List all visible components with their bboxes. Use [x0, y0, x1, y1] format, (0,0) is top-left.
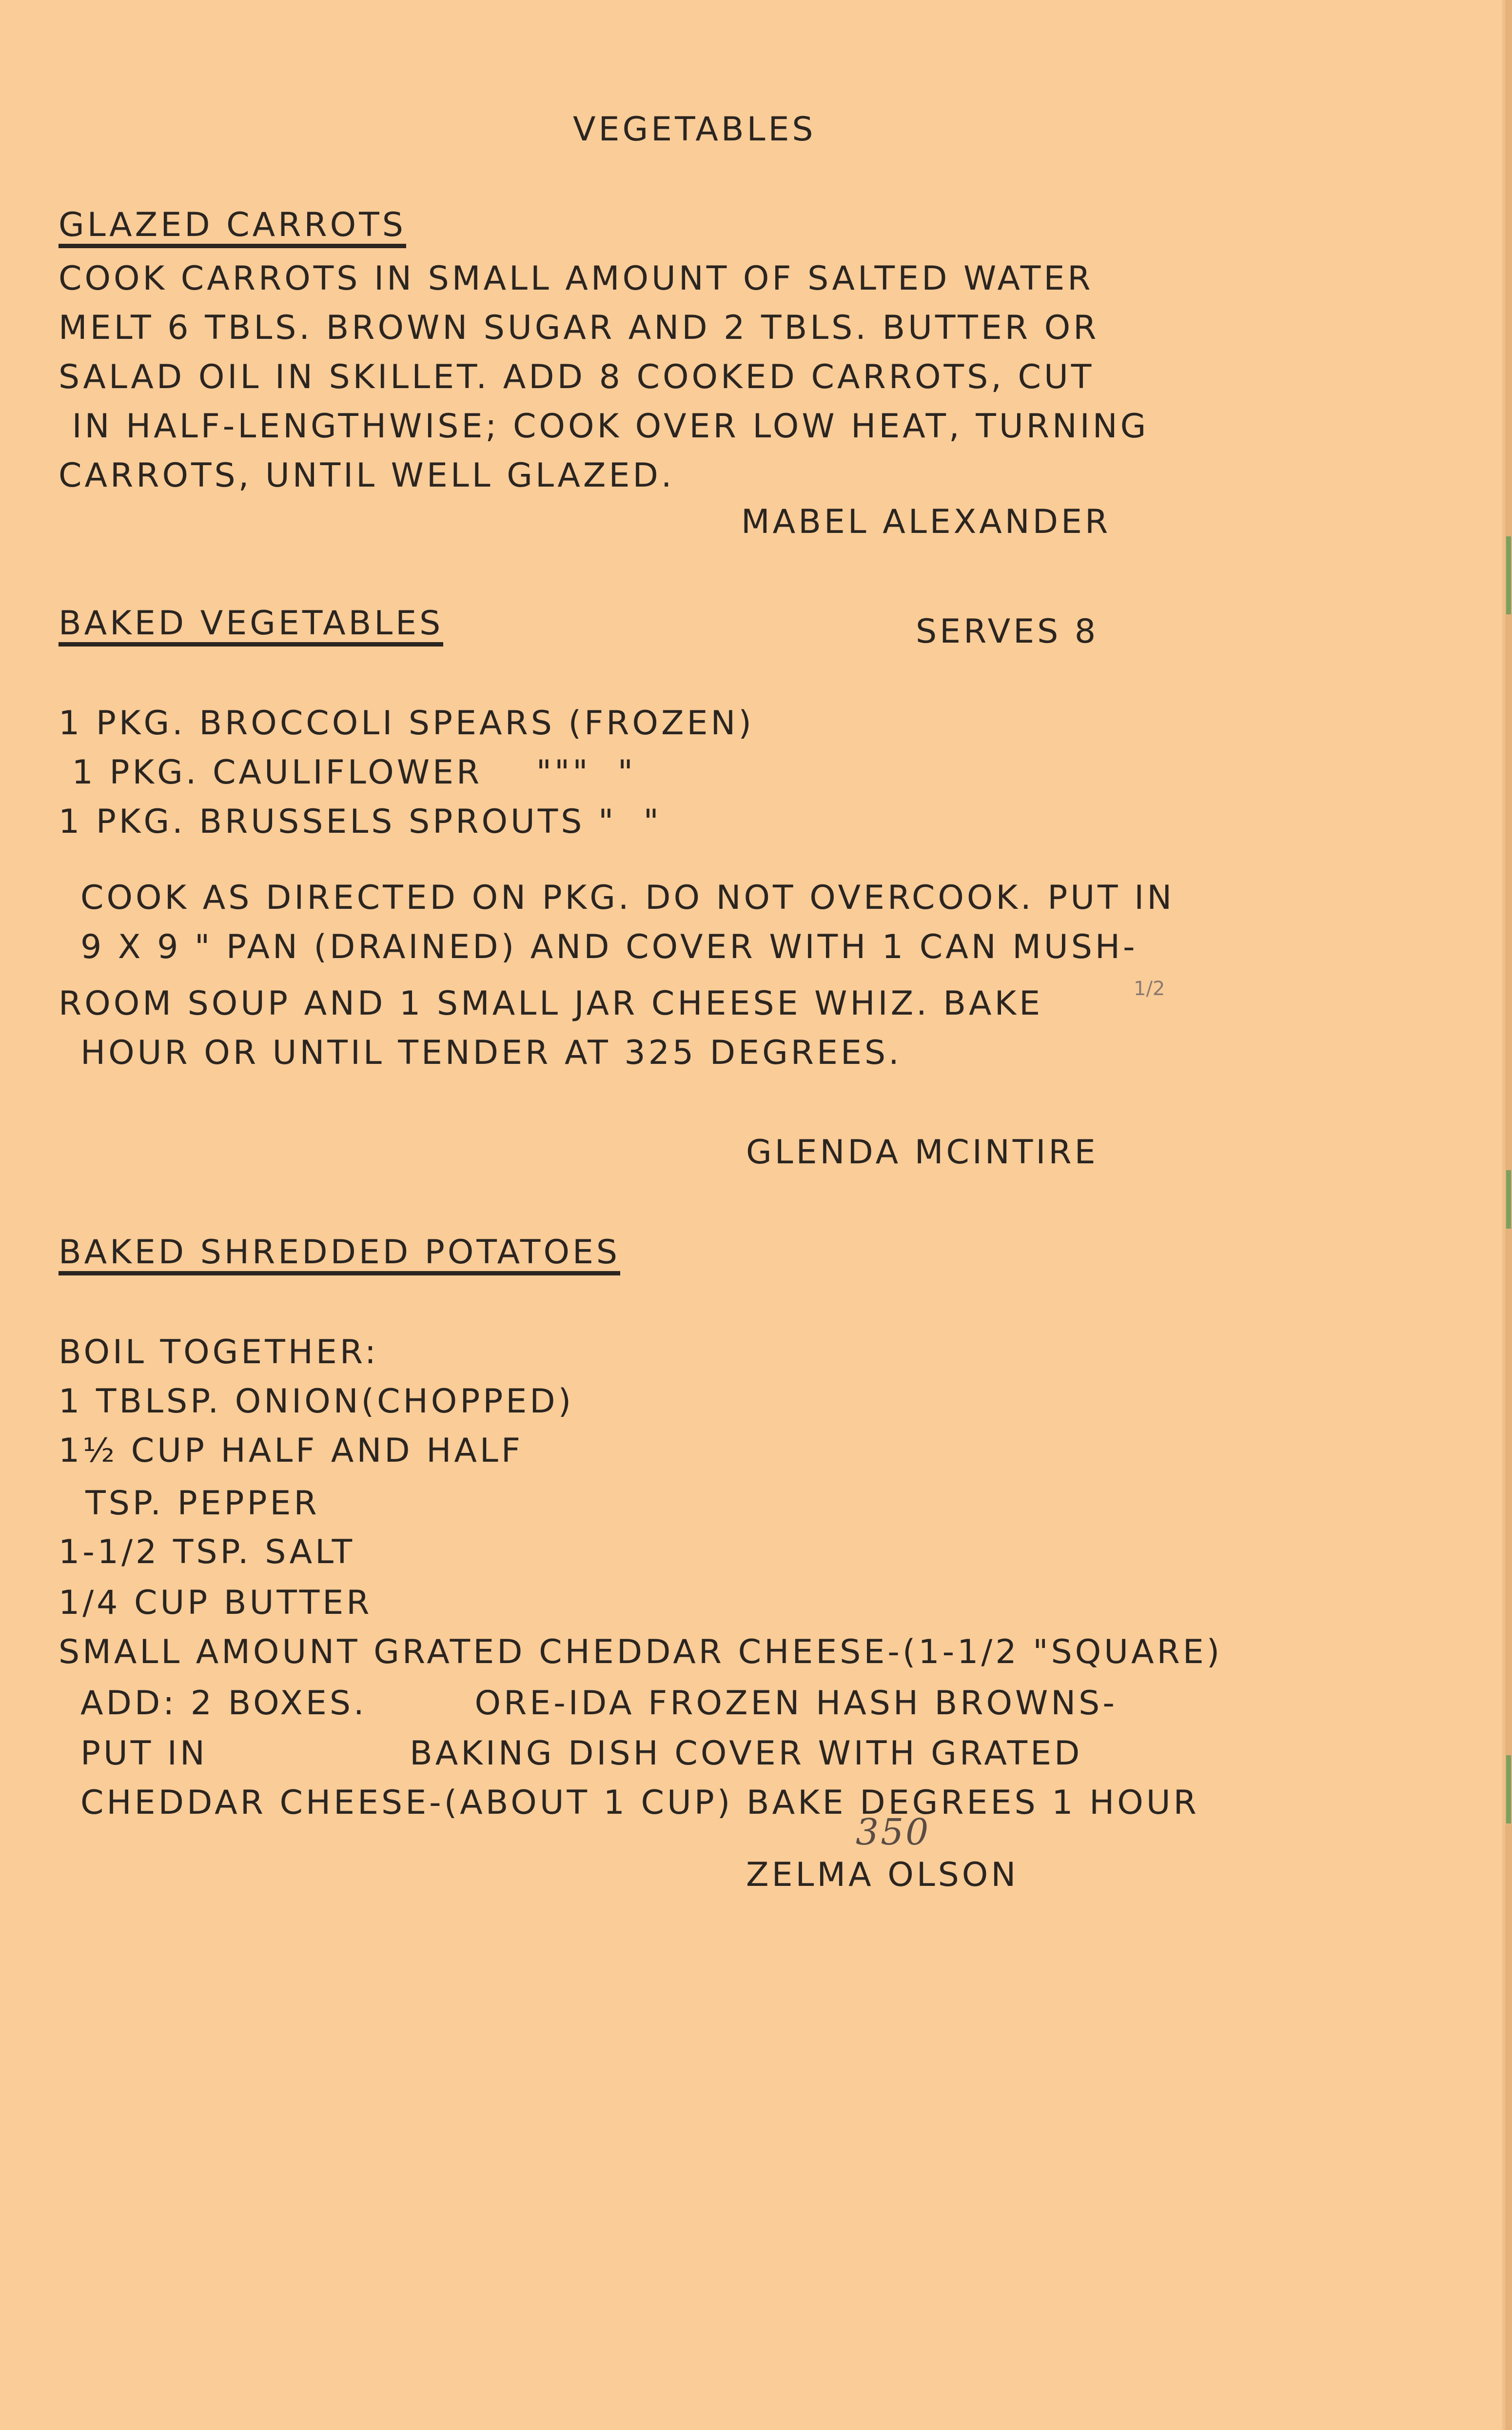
recipe-line: 9 X 9 " PAN (DRAINED) AND COVER WITH 1 CAN MUSH- — [80, 928, 1138, 966]
recipe-line: BOIL TOGETHER: — [59, 1333, 379, 1372]
ingredient-line: 1 PKG. CAULIFLOWER """ " — [59, 753, 636, 792]
recipe-line: IN HALF-LENGTHWISE; COOK OVER LOW HEAT, TURNING — [59, 407, 1149, 446]
recipe-line: 1/4 CUP BUTTER — [59, 1584, 373, 1622]
recipe-line: COOK AS DIRECTED ON PKG. DO NOT OVERCOOK. PUT IN — [80, 879, 1175, 917]
recipe-author: ZELMA OLSON — [746, 1856, 1019, 1894]
recipe-title-glazed-carrots: GLAZED CARROTS — [59, 209, 406, 248]
recipe-line: ADD: 2 BOXES. ORE-IDA FROZEN HASH BROWNS- — [80, 1684, 1118, 1723]
recipe-line: ROOM SOUP AND 1 SMALL JAR CHEESE WHIZ. BAKE — [59, 984, 1043, 1023]
page-edge-inner — [1502, 0, 1505, 2430]
edge-tab-mark — [1506, 1755, 1511, 1823]
recipe-title-baked-shredded-potatoes: BAKED SHREDDED POTATOES — [59, 1236, 620, 1275]
ingredient-line: 1 PKG. BROCCOLI SPEARS (FROZEN) — [59, 704, 754, 743]
edge-tab-mark — [1506, 536, 1511, 614]
edge-tab-mark — [1506, 1170, 1511, 1229]
ingredient-line: 1 PKG. BRUSSELS SPROUTS " " — [59, 803, 662, 841]
recipe-serves: SERVES 8 — [916, 612, 1099, 651]
recipe-line: COOK CARROTS IN SMALL AMOUNT OF SALTED WATER — [59, 259, 1094, 298]
recipe-author: GLENDA MCINTIRE — [746, 1133, 1099, 1172]
recipe-line: CHEDDAR CHEESE-(ABOUT 1 CUP) BAKE DEGREES 1 HOUR — [80, 1783, 1199, 1822]
handwritten-temperature: 350 — [856, 1811, 931, 1853]
recipe-line: 1-1/2 TSP. SALT — [59, 1533, 355, 1571]
recipe-author: MABEL ALEXANDER — [741, 503, 1111, 541]
recipe-line: MELT 6 TBLS. BROWN SUGAR AND 2 TBLS. BUTTER OR — [59, 309, 1100, 347]
recipe-line: TSP. PEPPER — [59, 1484, 320, 1523]
page-title: VEGETABLES — [573, 110, 816, 149]
recipe-line: 1½ CUP HALF AND HALF — [59, 1431, 523, 1470]
recipe-line: SALAD OIL IN SKILLET. ADD 8 COOKED CARROTS, CUT — [59, 358, 1095, 396]
recipe-line: PUT IN BAKING DISH COVER WITH GRATED — [80, 1734, 1083, 1773]
recipe-line: 1 TBLSP. ONION(CHOPPED) — [59, 1382, 574, 1421]
recipe-line: SMALL AMOUNT GRATED CHEDDAR CHEESE-(1-1/2 "SQUARE) — [59, 1633, 1223, 1671]
recipe-line: HOUR OR UNTIL TENDER AT 325 DEGREES. — [80, 1034, 902, 1072]
recipe-title-baked-vegetables: BAKED VEGETABLES — [59, 607, 443, 647]
recipe-line: CARROTS, UNTIL WELL GLAZED. — [59, 456, 675, 495]
handwritten-fraction: 1/2 — [1134, 978, 1165, 1000]
